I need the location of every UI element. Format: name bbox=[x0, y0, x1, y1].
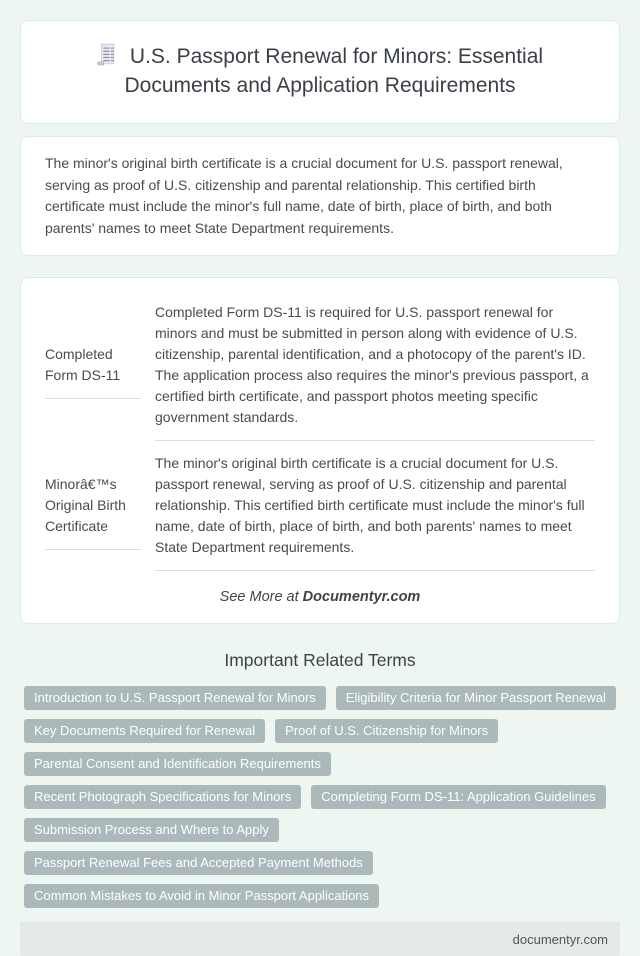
footer-site-label: documentyr.com bbox=[512, 931, 608, 947]
term-description: The minor's original birth certificate is a crucial document for U.S. passport renewal, serving as proof of U.S. citizenship and parental relationship. This certified birth certificate must include the minor's full name, date of birth, place of birth, and both parents' names to meet State Department requirements. bbox=[155, 441, 595, 571]
see-more-brand-link[interactable]: Documentyr.com bbox=[302, 589, 421, 605]
tag-common-mistakes[interactable]: Common Mistakes to Avoid in Minor Passport Applications bbox=[24, 884, 379, 908]
title-card bbox=[20, 20, 620, 124]
term-label: Completed Form DS-11 bbox=[45, 332, 141, 399]
term-description: Completed Form DS-11 is required for U.S. passport renewal for minors and must be submitted in person along with evidence of U.S. citizenship, parental identification, and a photocopy of the parent's ID. The application process also requires the minor's previous passport, a certified birth certificate, and passport photos meeting specific government standards. bbox=[155, 290, 595, 441]
tag-parental-consent[interactable]: Parental Consent and Identification Requirements bbox=[24, 752, 331, 776]
receipt-icon bbox=[97, 43, 117, 67]
summary-card bbox=[20, 136, 620, 256]
tag-key-documents[interactable]: Key Documents Required for Renewal bbox=[24, 719, 265, 743]
tag-submission-process[interactable]: Submission Process and Where to Apply bbox=[24, 818, 279, 842]
tag-photograph-specs[interactable]: Recent Photograph Specifications for Minors bbox=[24, 785, 301, 809]
related-terms-tags bbox=[20, 686, 620, 908]
tag-introduction[interactable]: Introduction to U.S. Passport Renewal for Minors bbox=[24, 686, 326, 710]
term-label: Minorâ€™s Original Birth Certificate bbox=[45, 462, 141, 550]
footer-bar bbox=[20, 922, 620, 956]
tag-proof-citizenship[interactable]: Proof of U.S. Citizenship for Minors bbox=[275, 719, 498, 743]
table-row bbox=[45, 290, 595, 441]
tag-eligibility[interactable]: Eligibility Criteria for Minor Passport Renewal bbox=[336, 686, 616, 710]
summary-text: The minor's original birth certificate is a crucial document for U.S. passport renewal, serving as proof of U.S. citizenship and parental relationship. This certified birth certificate must include the minor's full name, date of birth, place of birth, and both parents' names to meet State Department requirements. bbox=[45, 155, 563, 236]
details-card bbox=[20, 277, 620, 624]
see-more-line bbox=[45, 589, 595, 605]
page-title-text: U.S. Passport Renewal for Minors: Essential Documents and Application Requirements bbox=[124, 45, 544, 97]
related-terms-heading: Important Related Terms bbox=[224, 650, 416, 670]
see-more-prefix: See More at bbox=[219, 589, 303, 605]
page-title bbox=[64, 42, 576, 100]
table-row bbox=[45, 441, 595, 571]
tag-form-ds11[interactable]: Completing Form DS-11: Application Guidelines bbox=[311, 785, 605, 809]
tag-fees-payment[interactable]: Passport Renewal Fees and Accepted Payment Methods bbox=[24, 851, 373, 875]
